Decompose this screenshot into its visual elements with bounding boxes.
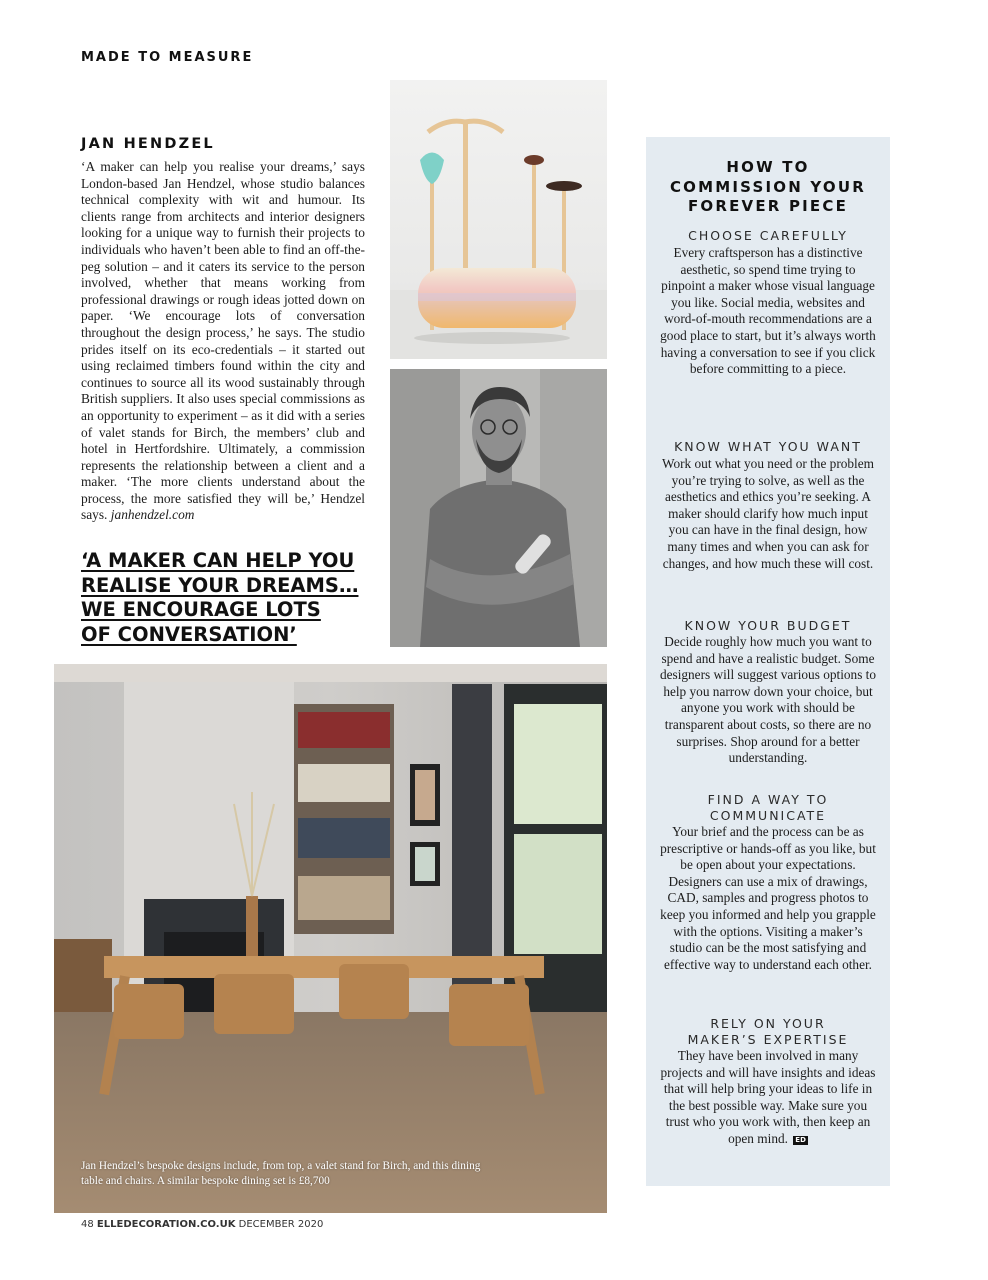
tip-heading-line: MAKER’S EXPERTISE xyxy=(687,1031,849,1047)
footer-site: ELLEDECORATION.CO.UK xyxy=(96,1219,236,1230)
tip-heading: CHOOSE CAREFULLY xyxy=(688,228,848,243)
tip-body: Your brief and the process can be as prescriptive or hands-off as you like, but be open about your expectations. Designers can use a mix of drawings, CAD, samples and progress photos to keep you informed and help you grapple with the options. Visiting a maker’s studio can be the most satisfying and effective way to understand each other. xyxy=(660,824,876,972)
tip-body: Decide roughly how much you want to spend and have a realistic budget. Some designers will suggest various options to help you narrow down your choice, but anyone you work with should be transparent about costs, so there are no surprises. Shop around for a better understanding. xyxy=(659,634,877,766)
valet-stand-photo xyxy=(390,80,607,359)
pull-quote-line: REALISE YOUR DREAMS… xyxy=(81,573,359,597)
page-number: 48 xyxy=(81,1219,94,1230)
article-body-text: ‘A maker can help you realise your dreams,’ says London-based Jan Hendzel, whose studio balances technical complexity with wit and humour. Its clients range from architects and interior designers looking for a unique way to furnish their projects to individuals who haven’t been able to find an off-the-peg solution – and it caters its service to the person involved, whether that means working from professional drawings or rough ideas jotted down on paper. ‘We encourage lots of conversation throughout the design process,’ he says. The studio prides itself on its eco-credentials – it started out using reclaimed timbers found within the city and continues to source all its wood sustainably through British suppliers. It also uses special commissions as an opportunity to experiment – as it did with a series of valet stands for Birch, the members’ club and hotel in Hertfordshire. Ultimately, a commission represents the relationship between a client and a maker. ‘The more clients understand about the process, the more satisfied they will be,’ Hendzel says. xyxy=(81,159,365,523)
photo-caption: Jan Hendzel’s bespoke designs include, from top, a valet stand for Birch, and this dining table and chairs. A similar bespoke dining set is £8,700 xyxy=(81,1160,481,1187)
article-heading: JAN HENDZEL xyxy=(81,136,215,152)
article-body xyxy=(81,159,365,524)
page-footer xyxy=(81,1219,323,1230)
sidebar-title-line: FOREVER PIECE xyxy=(687,197,849,215)
tip-heading-line: COMMUNICATE xyxy=(709,807,827,823)
section-label: MADE TO MEASURE xyxy=(81,50,254,65)
ed-end-mark: ED xyxy=(795,1135,806,1144)
pull-quote-line: OF CONVERSATION’ xyxy=(81,622,297,646)
sidebar-title-line: COMMISSION YOUR xyxy=(669,177,867,196)
tip-heading-line: FIND A WAY TO xyxy=(707,792,829,807)
pull-quote-line: WE ENCOURAGE LOTS xyxy=(81,598,321,621)
pull-quote-line: ‘A MAKER CAN HELP YOU xyxy=(81,549,355,572)
tip-body-text: They have been involved in many projects and will have insights and ideas that will help bring your ideas to life in the best possible way. Make sure you trust who you work with, then keep an open mind. xyxy=(660,1048,876,1146)
tip-body: Every craftsperson has a distinctive aesthetic, so spend time trying to pinpoint a maker whose visual language you like. Social media, websites and word-of-mouth recommendations are a good place to start, but it’s always worth having a conversation to see if you click before committing to a piece. xyxy=(660,245,876,377)
tip-heading-line: RELY ON YOUR xyxy=(710,1016,826,1031)
portrait-photo xyxy=(390,369,607,647)
sidebar-title xyxy=(646,158,890,217)
footer-issue: DECEMBER 2020 xyxy=(238,1219,324,1230)
tip-heading: KNOW YOUR BUDGET xyxy=(684,618,852,633)
tip-body xyxy=(658,1048,878,1148)
tip-body: Work out what you need or the problem you’re trying to solve, as well as the aesthetics and ethics you’re seeking. A maker should clarify how much input you can have in the final design, how many times and when you can ask for changes, and how much these will cost. xyxy=(662,456,874,571)
tip-heading xyxy=(646,1016,890,1047)
tip-heading xyxy=(646,792,890,823)
pull-quote xyxy=(81,549,381,647)
tip-heading: KNOW WHAT YOU WANT xyxy=(674,439,862,454)
dining-room-photo xyxy=(54,664,607,1213)
article-url: janhendzel.com xyxy=(110,507,195,523)
sidebar-box xyxy=(646,137,890,1186)
sidebar-title-line: HOW TO xyxy=(726,158,810,176)
